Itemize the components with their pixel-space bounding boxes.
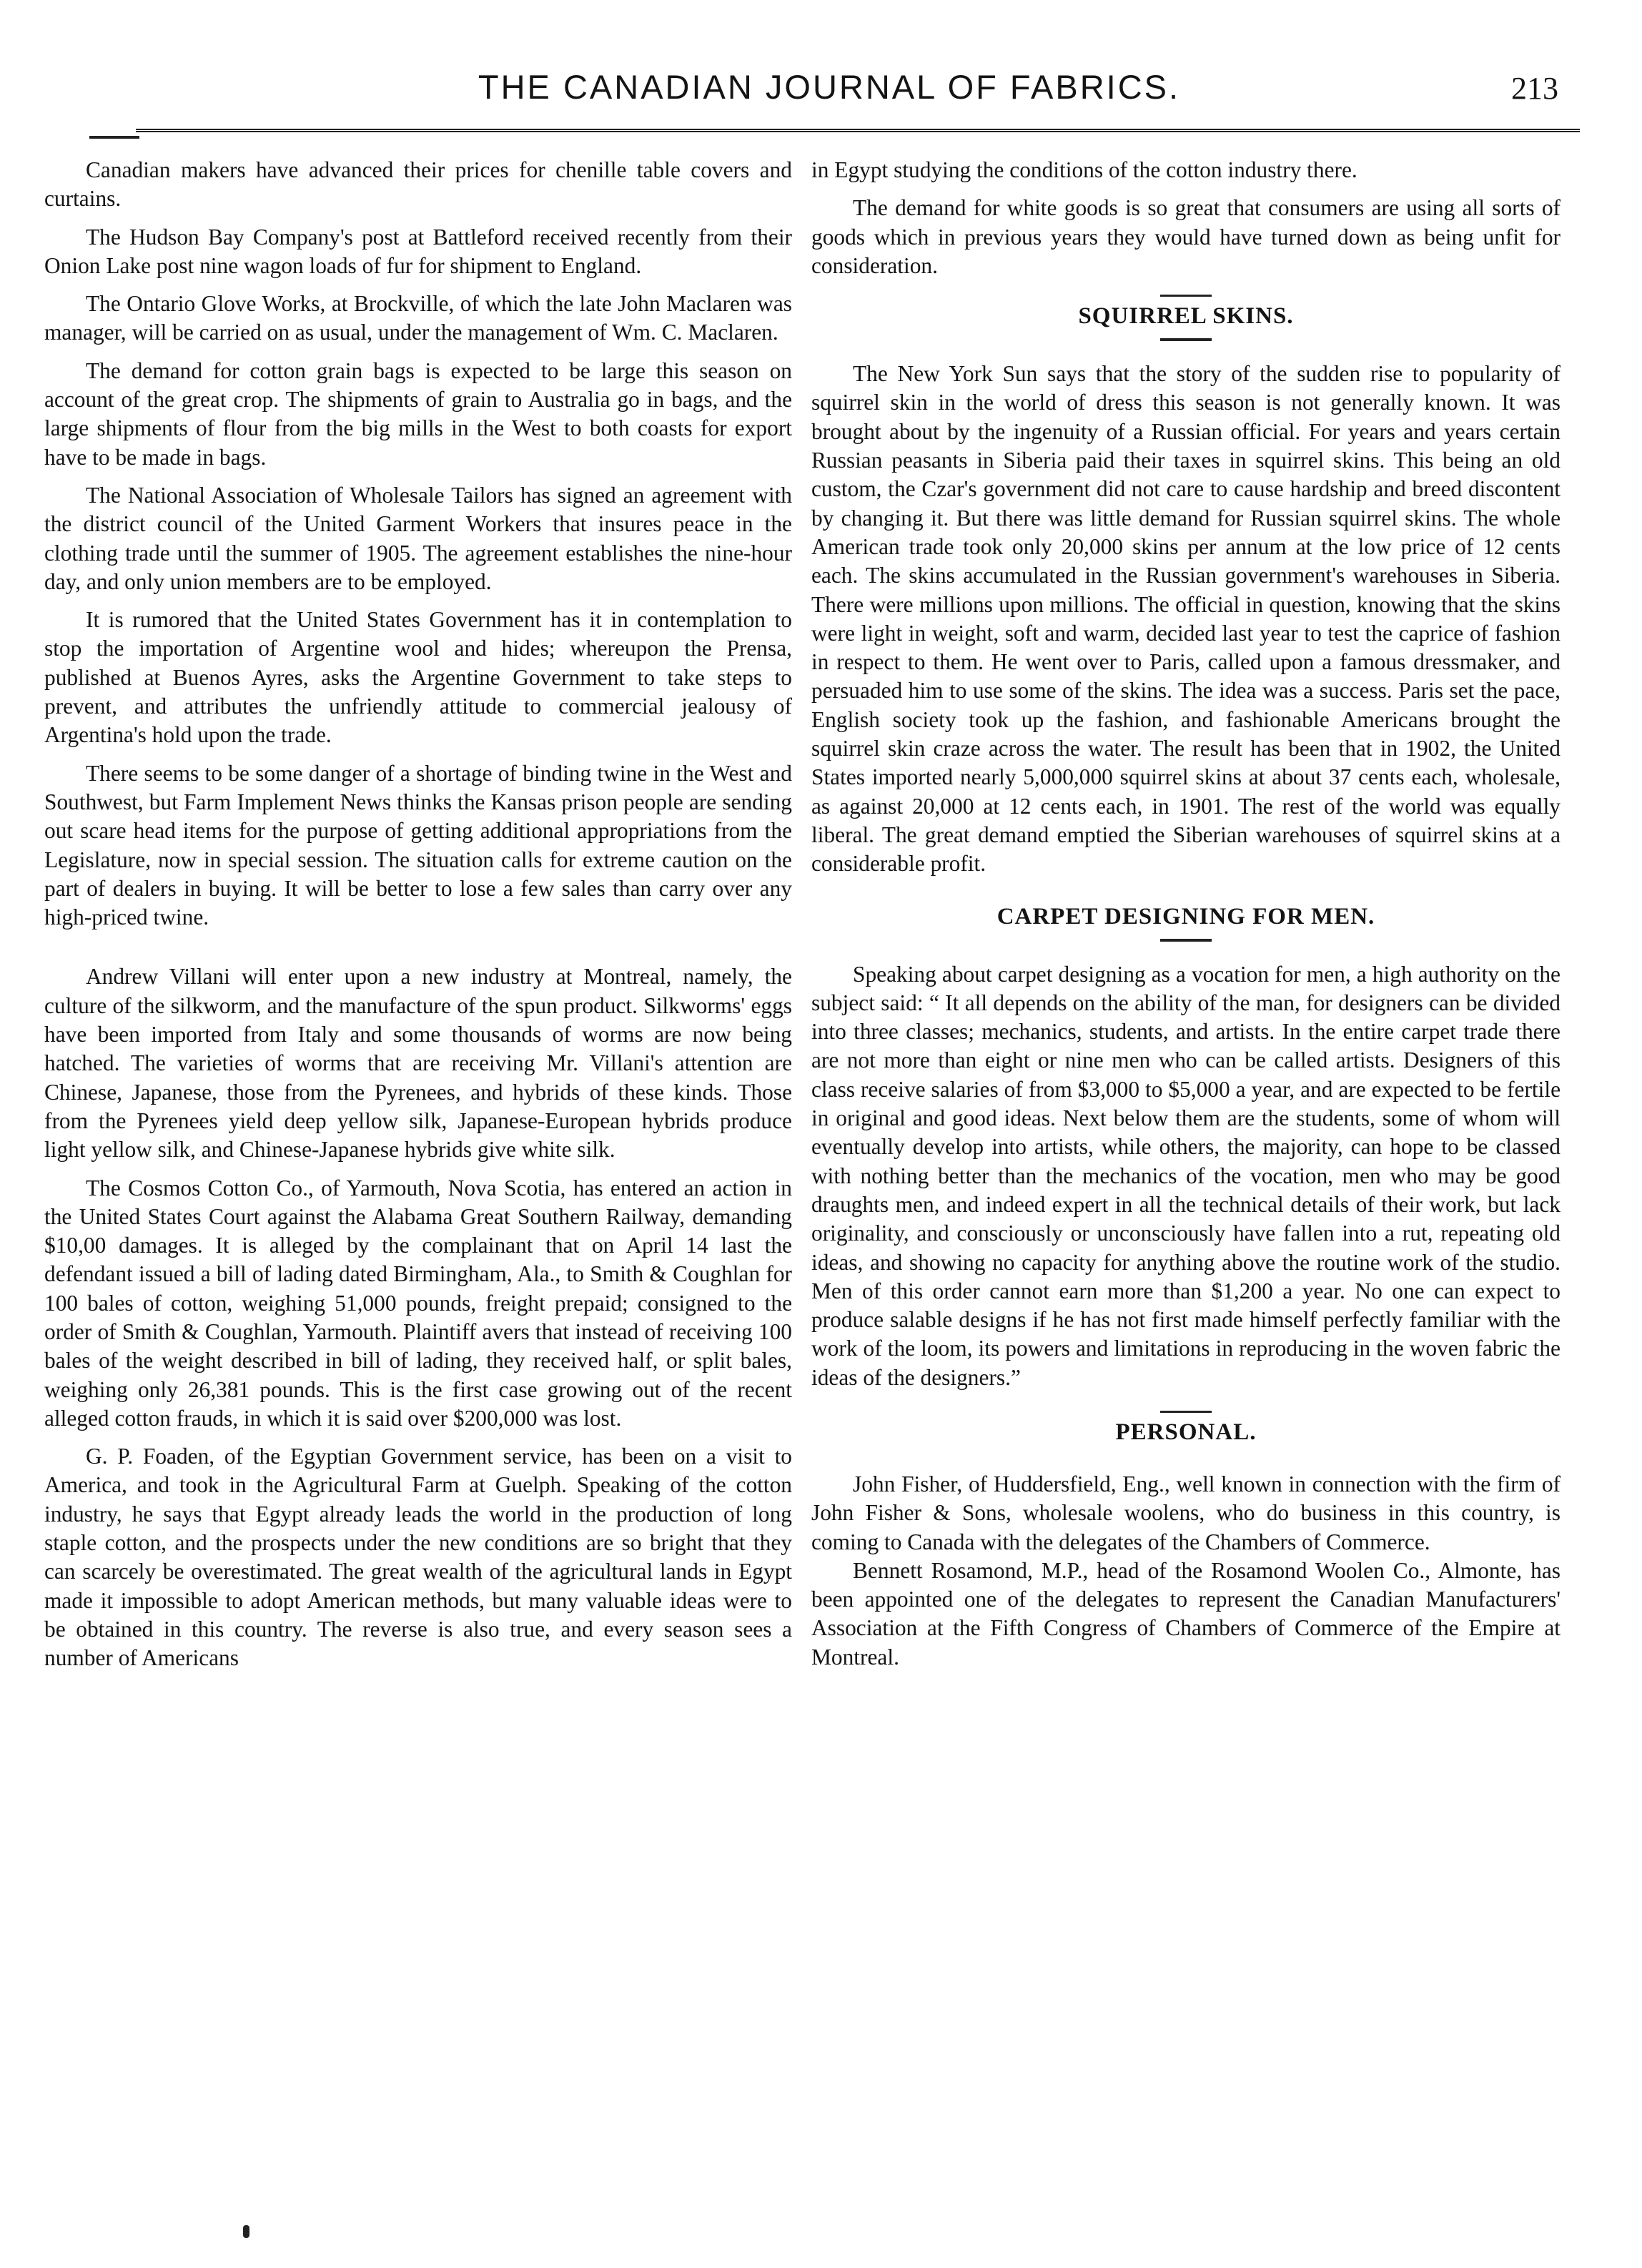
- section-rule: [1160, 295, 1212, 297]
- paragraph-grain-bags: The demand for cotton grain bags is expected to be large this season on account of the great crop. The shipments of grain to Australia go in bags, and the large shipments of flour from the big mills in the West to both coasts for export have to be made in bags.: [44, 358, 792, 470]
- left-column: [44, 156, 792, 1682]
- heading-carpet-designing: CARPET DESIGNING FOR MEN.: [996, 903, 1375, 930]
- paragraph-personal-fisher: John Fisher, of Huddersfield, Eng., well known in connection with the firm of John Fisher & Sons, wholesale woolens, who do business in this country, is coming to Canada with the delegates of the Chambers of Commerce.: [811, 1471, 1561, 1554]
- section-rule: [1160, 939, 1212, 942]
- right-column: [811, 156, 1561, 1681]
- section-rule: [1160, 1411, 1212, 1413]
- paragraph-glove-works: The Ontario Glove Works, at Brockville, of which the late John Maclaren was manager, will be carried on as usual, under the management of Wm. C. Maclaren.: [44, 291, 792, 345]
- section-rule: [1160, 338, 1212, 341]
- journal-title: THE CANADIAN JOURNAL OF FABRICS.: [478, 68, 1181, 106]
- page-number: 213: [1511, 71, 1558, 106]
- paragraph-carpet-designing: Speaking about carpet designing as a vocation for men, a high authority on the subject said: “ It all depends on the ability of the man, for designers can be divided into three classes; mechanics, students, and artists. In the entire carpet trade there are not more than eight or nine men who can be called artists. Designers of this class receive salaries of from $3,000 to $5,000 a year, and are expected to be fertile in original and good ideas. Next below them are the students, some of whom will eventually develop into artists, while others, the majority, can hope to be classed with nothing better than the mechanics of the vocation, men who may be good draughts men, and indeed expert in all the technical details of their work, but lack originality, and consciously or unconsciously have fallen into a rut, repeating old ideas, and showing no capacity for anything above the routine work of the studio. Men of this order cannot earn more than $1,200 a year. No one can expect to produce salable designs if he has not first made himself perfectly familiar with the work of the loom, its powers and limitations in reproducing in the woven fabric the ideas of the designers.”: [811, 961, 1561, 1390]
- paragraph-silkworm: Andrew Villani will enter upon a new industry at Montreal, namely, the culture of the silkworm, and the manufacture of the spun product. Silkworms' eggs have been imported from Italy and some thousands of worms are now being hatched. The varieties of worms that are receiving Mr. Villani's attention are Chinese, Japanese, those from the Pyrenees, and hybrids of these kinds. Those from the Pyrenees yield deep yellow silk, Japanese-European hybrids produce light yellow silk, and Chinese-Japanese hybrids give white silk.: [44, 964, 792, 1163]
- header-mark: [89, 136, 139, 139]
- header-rule: [136, 129, 1580, 132]
- paragraph-continuation: in Egypt studying the conditions of the cotton industry there.: [811, 157, 1357, 182]
- heading-squirrel-skins: SQUIRREL SKINS.: [1078, 303, 1294, 330]
- paragraph-wholesale-tailors: The National Association of Wholesale Tailors has signed an agreement with the district council of the United Garment Workers that insures peace in the clothing trade until the summer of 1905. The agreement establishes the nine-hour day, and only union members are to be employed.: [44, 482, 792, 594]
- paragraph-gap: [811, 1449, 1561, 1470]
- heading-personal: PERSONAL.: [1115, 1419, 1257, 1445]
- paragraph-binding-twine: There seems to be some danger of a shortage of binding twine in the West and Southwest, but Farm Implement News thinks the Kansas prison people are sending out scare head items for the purpose of getting additional appropriations from the Legislature, now in special session. The situation calls for extreme caution on the part of dealers in buying. It will be better to lose a few sales than carry over any high-priced twine.: [44, 760, 792, 930]
- paragraph-cosmos-cotton: The Cosmos Cotton Co., of Yarmouth, Nova Scotia, has entered an action in the United States Court against the Alabama Great Southern Railway, demanding $10,00 damages. It is alleged by the complainant that on April 14 last the defendant issued a bill of lading dated Birmingham, Ala., to Smith & Coughlan for 100 bales of cotton, weighing 51,000 pounds, freight prepaid; consigned to the order of Smith & Coughlan, Yarmouth. Plaintiff avers that instead of receiving 100 bales of the weight described in bill of lading, they received half, or split bales, weighing only 26,381 pounds. This is the first case growing out of the recent alleged cotton frauds, in which it is said over $200,000 was lost.: [44, 1175, 792, 1431]
- paragraph-personal-rosamond: Bennett Rosamond, M.P., head of the Rosamond Woolen Co., Almonte, has been appointed one of the delegates to represent the Canadian Manufacturers' Association at the Fifth Congress of Chambers of Commerce of the Empire at Montreal.: [811, 1557, 1561, 1670]
- running-head: [43, 63, 1566, 120]
- printer-mark: [243, 2225, 249, 2238]
- paragraph-hudson-bay: The Hudson Bay Company's post at Battleford received recently from their Onion Lake post nine wagon loads of fur for shipment to England.: [44, 224, 792, 278]
- paragraph-chenille: Canadian makers have advanced their prices for chenille table covers and curtains.: [44, 157, 792, 212]
- paragraph-squirrel-skins: The New York Sun says that the story of the sudden rise to popularity of squirrel skin in the world of dress this season is not generally known. It was brought about by the ingenuity of a Russian official. For years and years certain Russian peasants in Siberia paid their taxes in squirrel skins. This being an old custom, the Czar's government did not care to cause hardship and breed discontent by changing it. But there was little demand for Russian squirrel skins. The whole American trade took only 20,000 skins per annum at the low price of 12 cents each. The skins accumulated in the Russian government's warehouses in Siberia. There were millions upon millions. The official in question, knowing that the skins were light in weight, soft and warm, decided last year to test the caprice of fashion in respect to them. He went over to Paris, called upon a famous dressmaker, and persuaded him to use some of the skins. The idea was a success. Paris set the pace, English society took up the fashion, and fashionable Americans brought the squirrel skin craze across the water. The result has been that in 1902, the United States imported nearly 5,000,000 squirrel skins at about 37 cents each, wholesale, as against 20,000 at 12 cents each, in 1901. The rest of the world was equally liberal. The great demand emptied the Siberian warehouses of squirrel skins at a considerable profit.: [811, 361, 1561, 877]
- paragraph-egyptian-cotton: G. P. Foaden, of the Egyptian Government service, has been on a visit to America, and took in the Agricultural Farm at Guelph. Speaking of the cotton industry, he says that Egypt already leads the world in the production of long staple cotton, and the prospects under the new conditions are so bright that they can scarcely be overestimated. The great wealth of the agricultural lands in Egypt made it impossible to adopt American methods, but many valuable ideas were to be obtained in this country. The reverse is also true, and every season sees a number of Americans: [44, 1444, 792, 1671]
- paragraph-argentine-wool: It is rumored that the United States Government has it in contemplation to stop the importation of Argentine wool and hides; whereupon the Prensa, published at Buenos Ayres, asks the Argentine Government to take steps to prevent, and attributes the unfriendly attitude to commercial jealousy of Argentina's hold upon the trade.: [44, 607, 792, 748]
- paragraph-white-goods: The demand for white goods is so great that consumers are using all sorts of goods which in previous years they would have turned down as being unfit for consideration.: [811, 195, 1561, 278]
- paragraph-gap: [44, 941, 792, 962]
